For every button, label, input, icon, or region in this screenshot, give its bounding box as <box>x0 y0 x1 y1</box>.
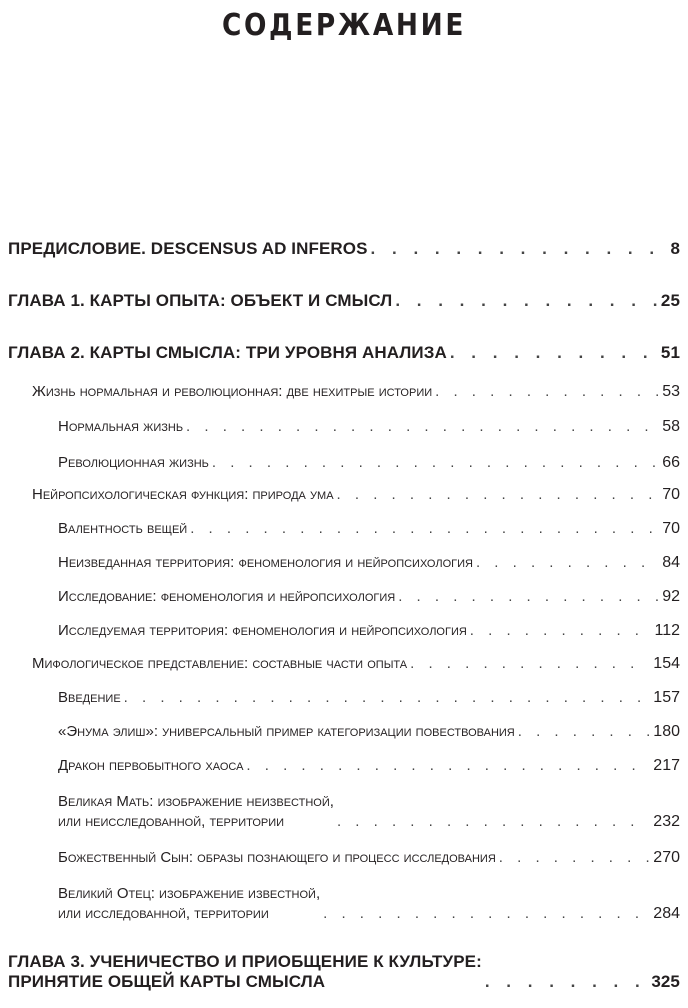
toc-entry-chapter-2[interactable] <box>8 343 680 363</box>
dot-leader <box>190 519 658 539</box>
dot-leader <box>499 848 650 868</box>
toc-entry-page: 70 <box>662 486 680 503</box>
toc-entry-page: 53 <box>662 383 680 400</box>
dot-leader <box>186 417 658 437</box>
dot-leader <box>371 239 667 259</box>
dot-leader <box>212 453 658 473</box>
toc-entry-title: Нейропсихологическая функция: природа ума <box>32 486 334 503</box>
toc-entry-preface[interactable] <box>8 239 680 259</box>
dot-leader <box>337 812 649 832</box>
toc-entry-page: 84 <box>662 554 680 571</box>
dot-leader <box>246 756 649 776</box>
toc-entry-section[interactable] <box>32 485 680 505</box>
toc-entry-title: Исследуемая территория: феноменология и нейропсихология <box>58 622 467 639</box>
toc-entry-title-line-2: или исследованной, территории <box>58 905 269 922</box>
toc-entry-title: ГЛАВА 2. КАРТЫ СМЫСЛА: ТРИ УРОВНЯ АНАЛИЗА <box>8 343 447 362</box>
dot-leader <box>450 343 657 363</box>
dot-leader <box>398 587 658 607</box>
toc-entry-title: ПРЕДИСЛОВИЕ. DESCENSUS AD INFEROS <box>8 239 368 258</box>
toc-entry-title-line-1: Великая Мать: изображение неизвестной, <box>58 793 334 810</box>
toc-entry-title-line-1: Великий Отец: изображение известной, <box>58 885 321 902</box>
toc-entry-title: ГЛАВА 1. КАРТЫ ОПЫТА: ОБЪЕКТ И СМЫСЛ <box>8 291 393 310</box>
toc-entry-subsection[interactable] <box>58 587 680 607</box>
toc-entry-title-line-1: ГЛАВА 3. УЧЕНИЧЕСТВО И ПРИОБЩЕНИЕ К КУЛЬТУРЕ: <box>8 952 482 971</box>
toc-entry-page: 270 <box>653 849 680 866</box>
toc-entry-subsection[interactable] <box>58 621 680 641</box>
toc-entry-section[interactable] <box>32 382 680 402</box>
toc-entry-title: Божественный Сын: образы познающего и процесс исследования <box>58 849 496 866</box>
toc-entry-title: Введение <box>58 689 121 706</box>
toc-entry-page: 325 <box>651 972 680 991</box>
toc-entry-subsection[interactable] <box>58 848 680 868</box>
dot-leader <box>337 485 659 505</box>
toc-entry-subsection[interactable] <box>58 453 680 473</box>
dot-leader <box>395 291 657 311</box>
toc-entry-page: 284 <box>653 905 680 922</box>
dot-leader <box>470 621 651 641</box>
toc-entry-title: Неизведанная территория: феноменология и нейропсихология <box>58 554 473 571</box>
toc-entry-subsection[interactable] <box>58 519 680 539</box>
toc-entry-page: 66 <box>662 454 680 471</box>
toc-entry-page: 51 <box>660 343 680 362</box>
toc-entry-page: 180 <box>653 723 680 740</box>
toc-entry-page: 58 <box>662 418 680 435</box>
toc-entry-subsection[interactable] <box>58 756 680 776</box>
toc-entry-title: Дракон первобытного хаоса <box>58 757 244 774</box>
dot-leader <box>476 553 658 573</box>
toc-entry-title: Революционная жизнь <box>58 454 209 471</box>
toc-entry-page: 232 <box>653 813 680 830</box>
dot-leader <box>323 904 649 924</box>
toc-entry-title: Нормальная жизнь <box>58 418 184 435</box>
toc-entry-subsection[interactable] <box>58 553 680 573</box>
toc-entry-page: 25 <box>660 291 680 310</box>
toc-entry-page: 92 <box>662 588 680 605</box>
toc-entry-subsection[interactable] <box>58 722 680 742</box>
toc-entry-page: 8 <box>670 239 680 258</box>
toc-entry-title-line-2: или неисследованной, территории <box>58 813 285 830</box>
toc-entry-title: Жизнь нормальная и революционная: две нехитрые истории <box>32 383 433 400</box>
toc-entry-title: Валентность вещей <box>58 520 188 537</box>
page-title: СОДЕРЖАНИЕ <box>221 8 467 43</box>
dot-leader <box>435 382 658 402</box>
toc-entry-title: Мифологическое представление: составные части опыта <box>32 655 408 672</box>
toc-entry-section[interactable] <box>32 654 680 674</box>
dot-leader <box>124 688 650 708</box>
toc-entry-page: 70 <box>662 520 680 537</box>
toc-entry-page: 112 <box>654 622 680 639</box>
toc-entry-subsection[interactable] <box>58 417 680 437</box>
dot-leader <box>485 972 647 992</box>
toc-entry-chapter-1[interactable] <box>8 291 680 311</box>
toc-entry-title: Исследование: феноменология и нейропсихология <box>58 588 396 605</box>
toc-entry-title: «Энума элиш»: универсальный пример категоризации повествования <box>58 723 515 740</box>
dot-leader <box>410 654 649 674</box>
toc-entry-page: 154 <box>653 655 680 672</box>
dot-leader <box>518 722 650 742</box>
toc-entry-title-line-2: ПРИНЯТИЕ ОБЩЕЙ КАРТЫ СМЫСЛА <box>8 972 326 991</box>
toc-entry-subsection[interactable] <box>58 884 680 924</box>
toc-entry-page: 157 <box>653 689 680 706</box>
toc-entry-chapter-3[interactable] <box>8 952 680 992</box>
toc-entry-subsection[interactable] <box>58 792 680 832</box>
toc-entry-page: 217 <box>653 757 680 774</box>
toc-entry-subsection[interactable] <box>58 688 680 708</box>
